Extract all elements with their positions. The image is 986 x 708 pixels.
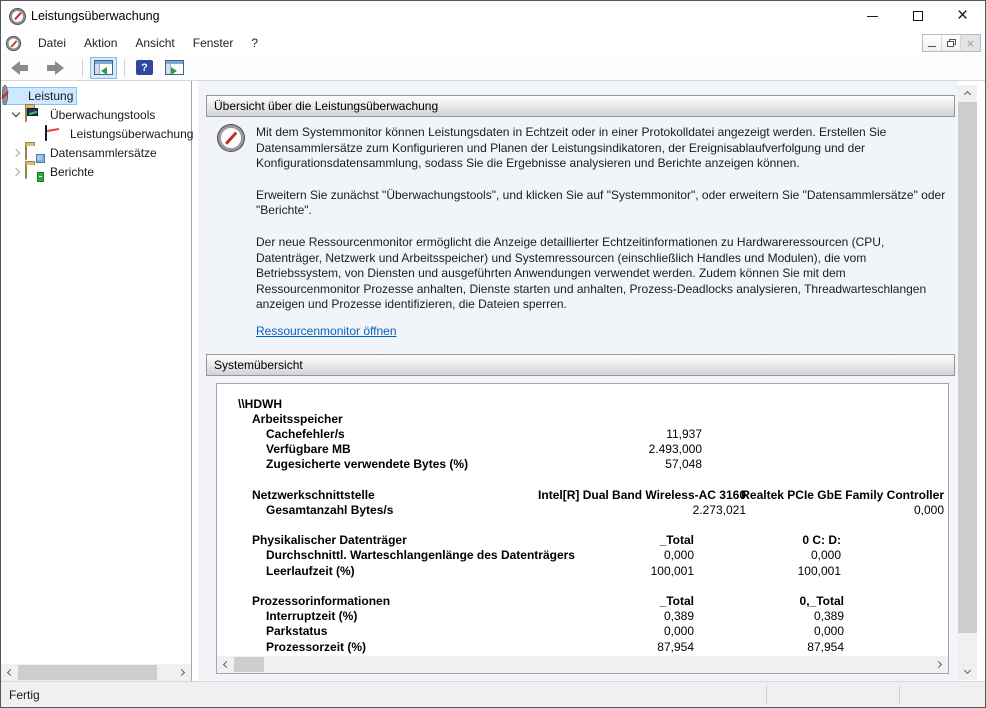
mdi-window-controls [922, 34, 981, 52]
scroll-left-icon [223, 660, 230, 667]
report-label: Cachefehler/s [266, 426, 345, 441]
report-label: Parkstatus [266, 624, 328, 639]
report-value: 0,000 [663, 548, 694, 563]
scroll-right-icon [178, 669, 185, 676]
report-label: Physikalischer Datenträger [252, 533, 407, 548]
console-tree-icon [94, 60, 113, 75]
mdi-restore-icon [947, 39, 956, 47]
console-body [1, 81, 985, 681]
toolbar-separator [82, 59, 83, 77]
status-bar [1, 681, 985, 707]
report-label: \\HDWH [238, 396, 282, 411]
tree-item--berwachungstools[interactable] [7, 105, 191, 124]
report-column-header: Intel[R] Dual Band Wireless-AC 3160 [538, 487, 746, 502]
report-label: Verfügbare MB [266, 442, 351, 457]
report-label: Arbeitsspeicher [252, 411, 343, 426]
menu-item-datei[interactable]: Datei [38, 36, 67, 50]
report-label: Netzwerkschnittstelle [252, 487, 375, 502]
menu-item-help[interactable]: ? [251, 36, 259, 50]
menu-item-aktion[interactable]: Aktion [84, 36, 118, 50]
mdi-minimize-icon [928, 46, 936, 47]
report-label: Durchschnittl. Warteschlangenlänge des Datenträgers [266, 548, 575, 563]
menu-bar [1, 31, 985, 55]
report-row [217, 488, 948, 503]
report-value: 2.273,021 [692, 502, 746, 517]
report-label: Leerlaufzeit (%) [266, 563, 355, 578]
statusbar-separator [766, 685, 767, 704]
menu-item-ansicht[interactable]: Ansicht [135, 36, 175, 50]
show-console-tree-button[interactable] [90, 57, 117, 79]
report-row [217, 427, 948, 442]
close-button[interactable] [940, 1, 985, 31]
scroll-left-button[interactable] [1, 664, 18, 681]
window-title: Leistungsüberwachung [31, 9, 160, 23]
scroll-right-button[interactable] [174, 664, 191, 681]
show-action-pane-button[interactable] [161, 57, 188, 79]
window-right-margin [977, 81, 985, 681]
report-row [217, 640, 948, 655]
title-bar [1, 1, 985, 31]
tree-item-berichte[interactable] [7, 162, 191, 181]
scroll-down-button[interactable] [958, 663, 977, 680]
tree-item-label: Überwachungstools [50, 107, 156, 122]
snap-in-icon [7, 36, 21, 50]
system-overview-report [216, 383, 949, 674]
mdi-close-icon: × [966, 35, 975, 51]
tree-collapse-chevron[interactable] [7, 113, 25, 116]
scroll-down-icon [964, 667, 971, 674]
perfmon-gauge-icon [218, 125, 244, 151]
report-value: 0,000 [913, 502, 944, 517]
scrollbar-thumb[interactable] [18, 665, 157, 680]
report-value: 100,001 [797, 563, 841, 578]
scroll-left-icon [7, 669, 14, 676]
tree-horizontal-scrollbar[interactable] [1, 664, 191, 681]
scrollbar-thumb[interactable] [958, 102, 977, 633]
back-icon [11, 59, 35, 77]
tree-item-leistungs-berwachung[interactable] [45, 124, 194, 143]
console-tree-panel [1, 81, 192, 681]
folder-cube-icon [25, 145, 43, 161]
status-text: Fertig [9, 687, 40, 702]
overview-text [256, 125, 948, 340]
report-row [217, 518, 948, 533]
tree-item-datensammlers-tze[interactable] [7, 143, 191, 162]
scroll-left-button[interactable] [217, 656, 234, 673]
tree-expand-chevron[interactable] [7, 150, 25, 156]
overview-paragraph: Mit dem Systemmonitor können Leistungsdaten in Echtzeit oder in einer Protokolldatei angezeigt werden. Erstellen Sie Datensammlersätze zum Konfigurieren und Planen der Leistungsindikatoren, der Ereignisablaufverfolgung und der Konfigurationsdatensammlung, sodass Sie die Ergebnisse analysieren und Berichte anzeigen können. [256, 125, 887, 171]
tree-item-label: Leistung [28, 88, 74, 103]
report-row [217, 412, 948, 427]
report-row [217, 548, 948, 563]
mdi-restore-button[interactable] [942, 35, 961, 51]
statusbar-separator [899, 685, 900, 704]
tree-item-label: Leistungsüberwachung [70, 126, 194, 141]
maximize-button[interactable] [895, 1, 940, 31]
report-row [217, 594, 948, 609]
report-column-header: _Total [659, 593, 694, 608]
toolbar [1, 55, 985, 81]
vertical-scrollbar[interactable] [958, 85, 977, 680]
report-row [217, 609, 948, 624]
tree-item-label: Datensammlersätze [50, 145, 157, 160]
overview-section-header: Übersicht über die Leistungsüberwachung [206, 95, 955, 117]
report-value: 0,000 [810, 548, 841, 563]
forward-icon [47, 59, 71, 77]
report-column-header: _Total [659, 533, 694, 548]
report-value: 0,000 [663, 624, 694, 639]
tree-expand-chevron[interactable] [7, 169, 25, 175]
report-row [217, 503, 948, 518]
monitor-chart-icon [45, 126, 63, 142]
report-row [217, 457, 948, 472]
report-label: Interruptzeit (%) [266, 609, 358, 624]
report-label: Prozessorinformationen [252, 593, 391, 608]
mdi-close-button[interactable] [961, 35, 980, 51]
report-row [217, 624, 948, 639]
scroll-up-button[interactable] [958, 85, 977, 102]
help-button[interactable] [132, 57, 157, 79]
mdi-minimize-button[interactable] [923, 35, 942, 51]
report-label: Gesamtanzahl Bytes/s [266, 502, 394, 517]
help-icon: ? [136, 60, 153, 75]
overview-block [206, 117, 955, 340]
minimize-button[interactable] [850, 1, 895, 31]
report-horizontal-scrollbar[interactable] [217, 656, 948, 673]
overview-paragraph: Erweitern Sie zunächst "Überwachungstools", und klicken Sie auf "Systemmonitor", oder erweitern Sie "Datensammlersätze" oder "Berichte". [256, 187, 946, 218]
report-label: Zugesicherte verwendete Bytes (%) [266, 457, 469, 472]
system-overview-section-header: Systemübersicht [206, 354, 955, 376]
minimize-icon [867, 16, 878, 17]
report-row [217, 579, 948, 594]
report-row [217, 472, 948, 487]
report-row [217, 397, 948, 412]
report-column-header: 0 C: D: [802, 533, 841, 548]
report-column-header: 0,_Total [799, 593, 844, 608]
overview-content [198, 81, 958, 681]
report-value: 87,954 [657, 639, 694, 654]
report-row [217, 564, 948, 579]
report-value: 0,389 [663, 609, 694, 624]
action-pane-icon [165, 60, 184, 75]
report-value: 57,048 [665, 457, 702, 472]
scroll-right-icon [935, 660, 942, 667]
folder-chart-icon [25, 107, 43, 123]
toolbar-separator [124, 59, 125, 77]
scrollbar-track[interactable] [958, 633, 977, 663]
close-icon: × [956, 4, 969, 26]
report-value: 0,000 [813, 624, 844, 639]
scroll-right-button[interactable] [931, 656, 948, 673]
forward-button[interactable] [43, 57, 75, 79]
tree-item-label: Berichte [50, 164, 95, 179]
report-value: 2.493,000 [648, 442, 702, 457]
report-row [217, 533, 948, 548]
folder-report-icon [25, 164, 43, 180]
open-resource-monitor-link[interactable]: Ressourcenmonitor öffnen [256, 323, 397, 338]
perfmon-gauge-icon [3, 88, 21, 104]
scrollbar-thumb[interactable] [234, 657, 264, 672]
maximize-icon [913, 11, 923, 21]
menu-item-fenster[interactable]: Fenster [192, 36, 234, 50]
results-pane [198, 81, 985, 681]
report-value: 100,001 [650, 563, 694, 578]
report-row [217, 442, 948, 457]
app-icon [10, 9, 25, 24]
report-column-header: Realtek PCIe GbE Family Controller [741, 487, 944, 502]
overview-paragraph: Der neue Ressourcenmonitor ermöglicht die Anzeige detaillierter Echtzeitinformationen zu Hardwareressourcen (CPU, Datenträger, Netzwerk und Arbeitsspeicher) und Systemressourcen (einschließlich Handles und Modulen), die vom Betriebssystem, von Diensten und ausgeführten Anwendungen verwendet werden. Zudem können Sie mit dem Ressourcenmonitor Prozesse anhalten, Dienste starten und anhalten, Prozess-Deadlocks analysieren, Threadwarteschlangen anzeigen und Prozesse identifizieren, die Dateien sperren. [256, 234, 927, 312]
back-button[interactable] [7, 57, 39, 79]
report-value: 87,954 [807, 639, 844, 654]
report-value: 11,937 [666, 426, 702, 441]
report-value: 0,389 [813, 609, 844, 624]
report-label: Prozessorzeit (%) [266, 639, 367, 654]
tree-item-leistung[interactable] [3, 86, 191, 105]
scroll-up-icon [964, 91, 971, 98]
